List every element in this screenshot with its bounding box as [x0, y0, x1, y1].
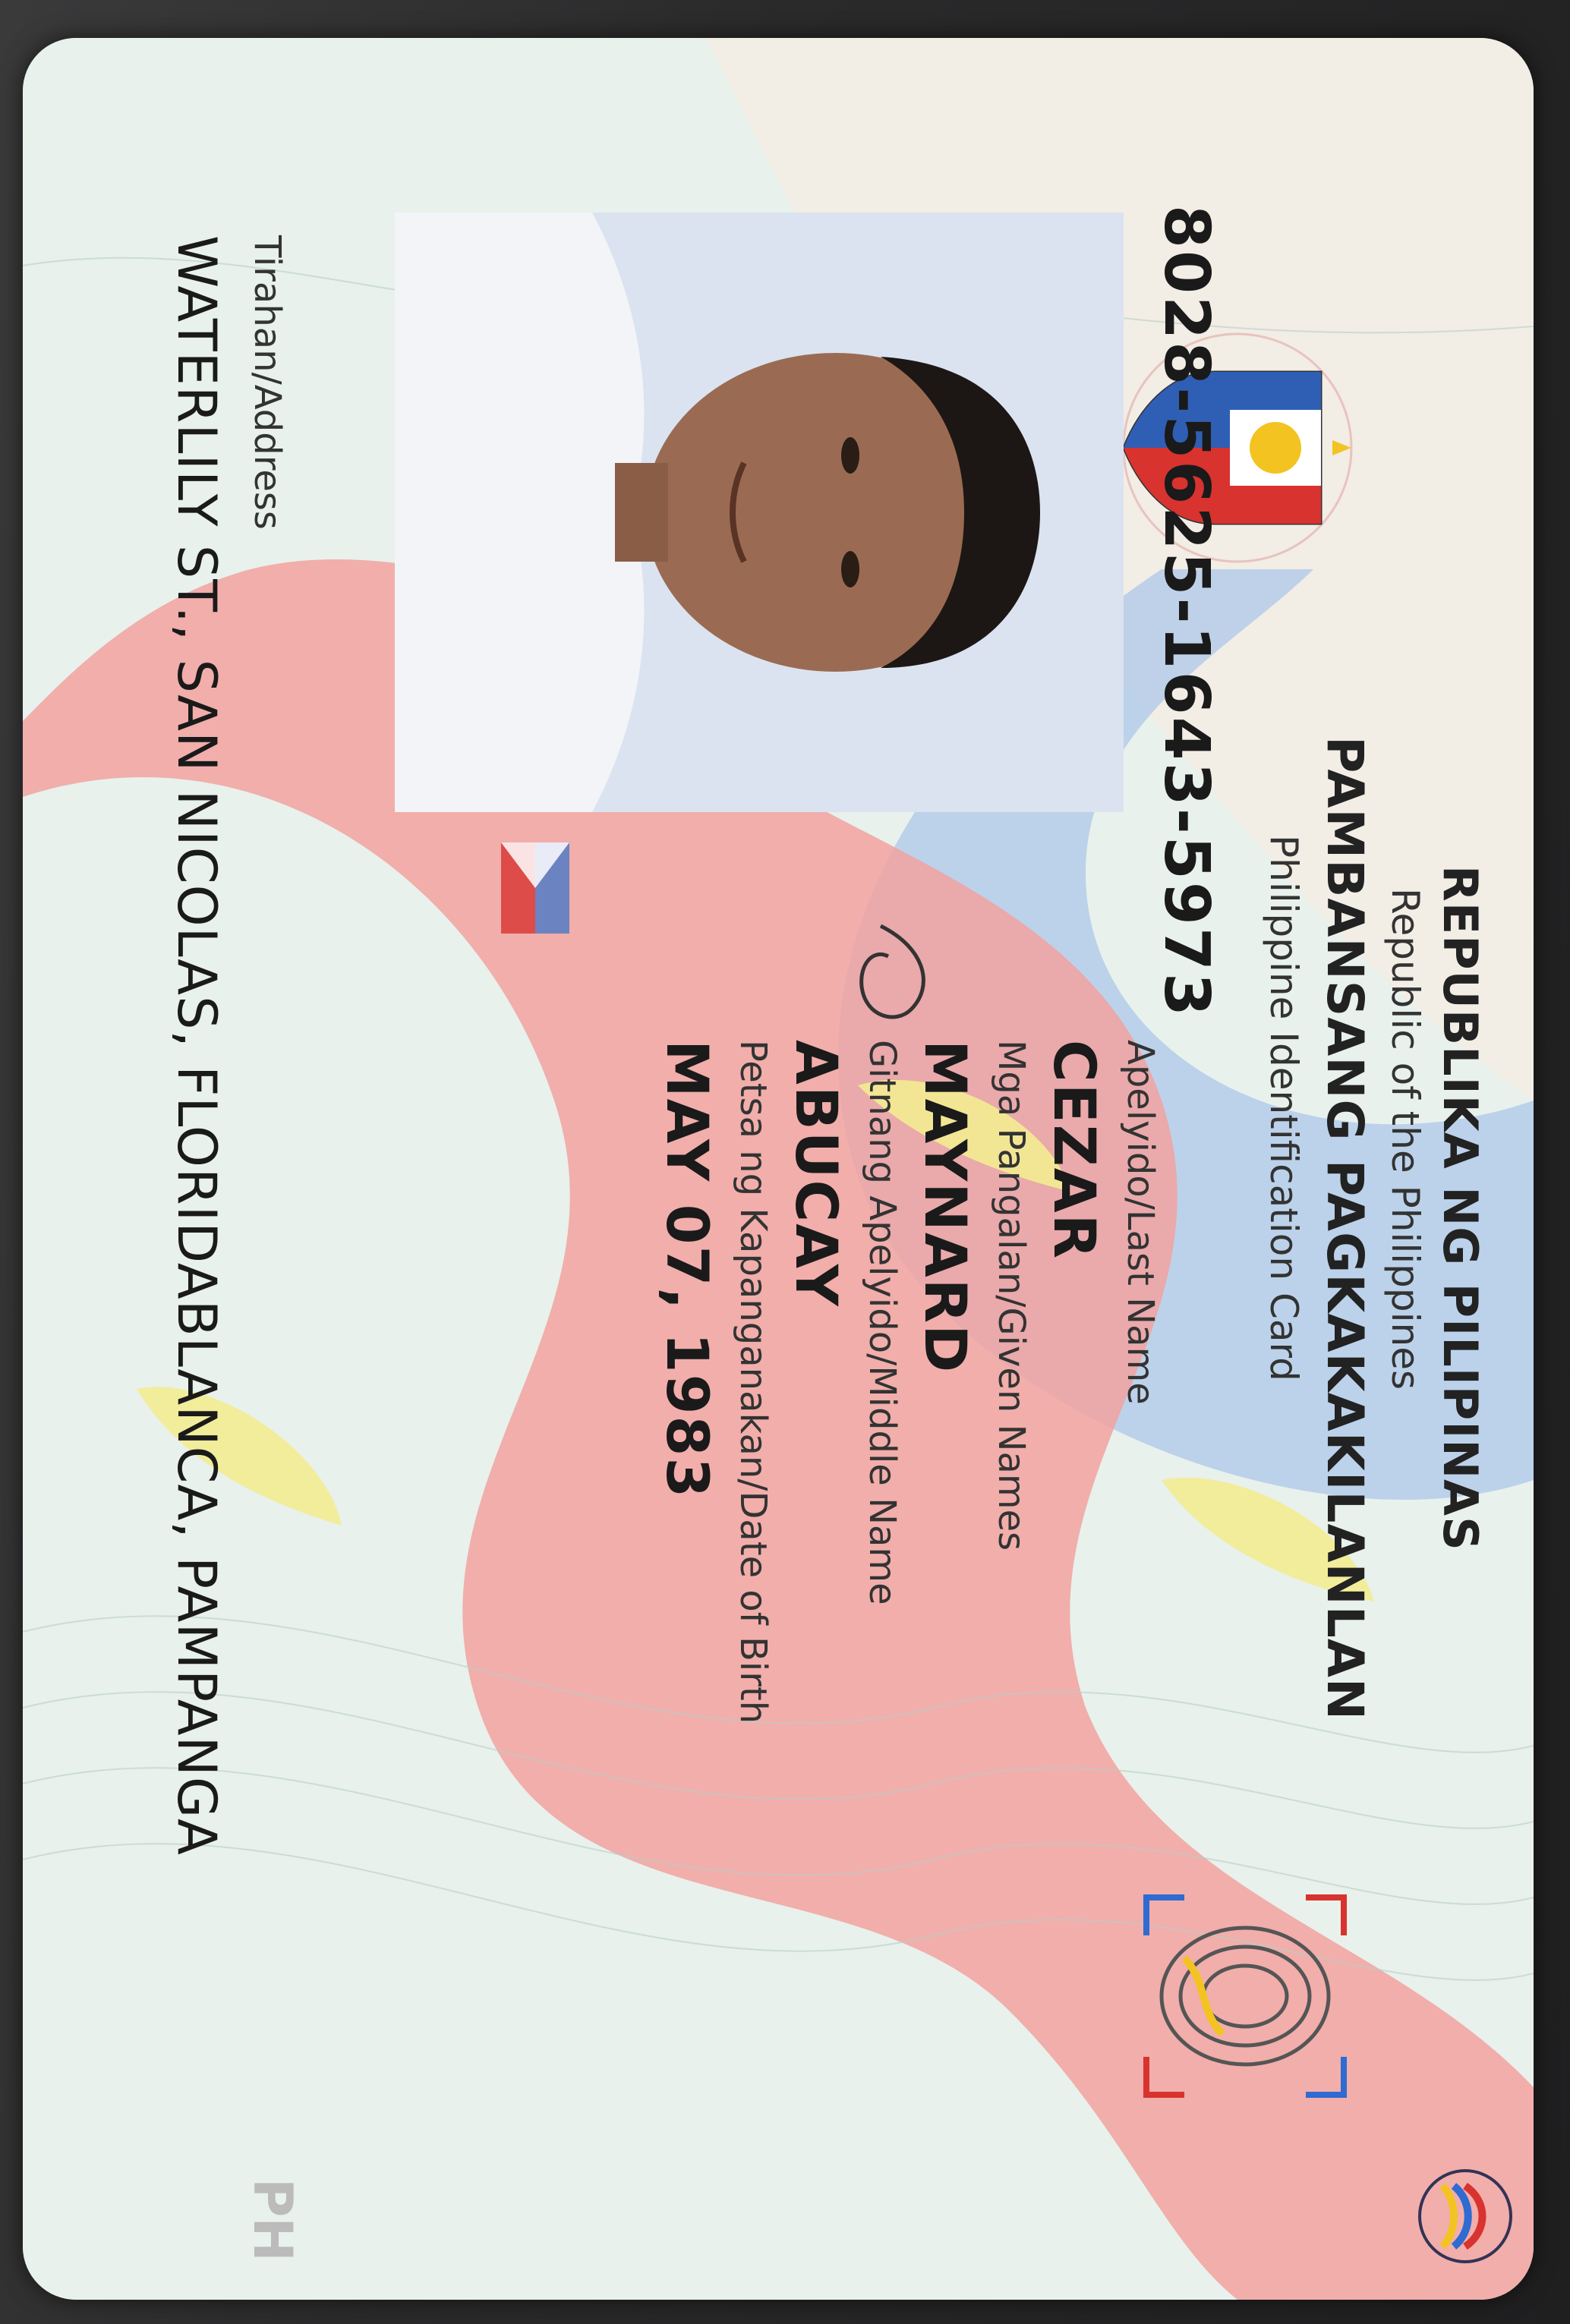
address-value: WATERLILY ST., SAN NICOLAS, FLORIDABLANCA, PAMPANGA	[166, 235, 228, 1856]
edge-text: PH	[241, 2178, 304, 2262]
last-name-value: CEZAR	[1041, 1040, 1108, 1261]
holder-photo	[395, 213, 1124, 812]
coat-of-arms-seal	[1108, 326, 1367, 569]
card-subtitle: Philippine Identification Card	[1262, 835, 1306, 1381]
dob-label: Petsa ng Kapanganakan/Date of Birth	[732, 1040, 774, 1724]
psa-logo	[1412, 2163, 1518, 2269]
card-title: PAMBANSANG PAGKAKAKILANLAN	[1316, 736, 1374, 1721]
signature	[850, 918, 941, 1040]
republic-subheading: Republic of the Philippines	[1383, 888, 1427, 1390]
last-name-label: Apelyido/Last Name	[1119, 1040, 1162, 1405]
ghost-flag-icon	[501, 842, 569, 934]
card-content	[23, 38, 1534, 2300]
middle-name-label: Gitnang Apelyido/Middle Name	[861, 1040, 903, 1605]
republic-heading: REPUBLIKA NG PILIPINAS	[1433, 865, 1488, 1551]
dob-value: MAY 07, 1983	[654, 1040, 721, 1500]
middle-name-value: ABUCAY	[783, 1040, 850, 1308]
given-names-label: Mga Pangalan/Given Names	[990, 1040, 1032, 1551]
address-label: Tirahan/Address	[246, 235, 288, 530]
id-card	[23, 38, 1534, 2300]
fingerprint-icon	[1131, 1882, 1359, 2110]
id-number: 8028-5625-1643-5973	[1150, 205, 1222, 1019]
given-names-value: MAYNARD	[912, 1040, 979, 1375]
